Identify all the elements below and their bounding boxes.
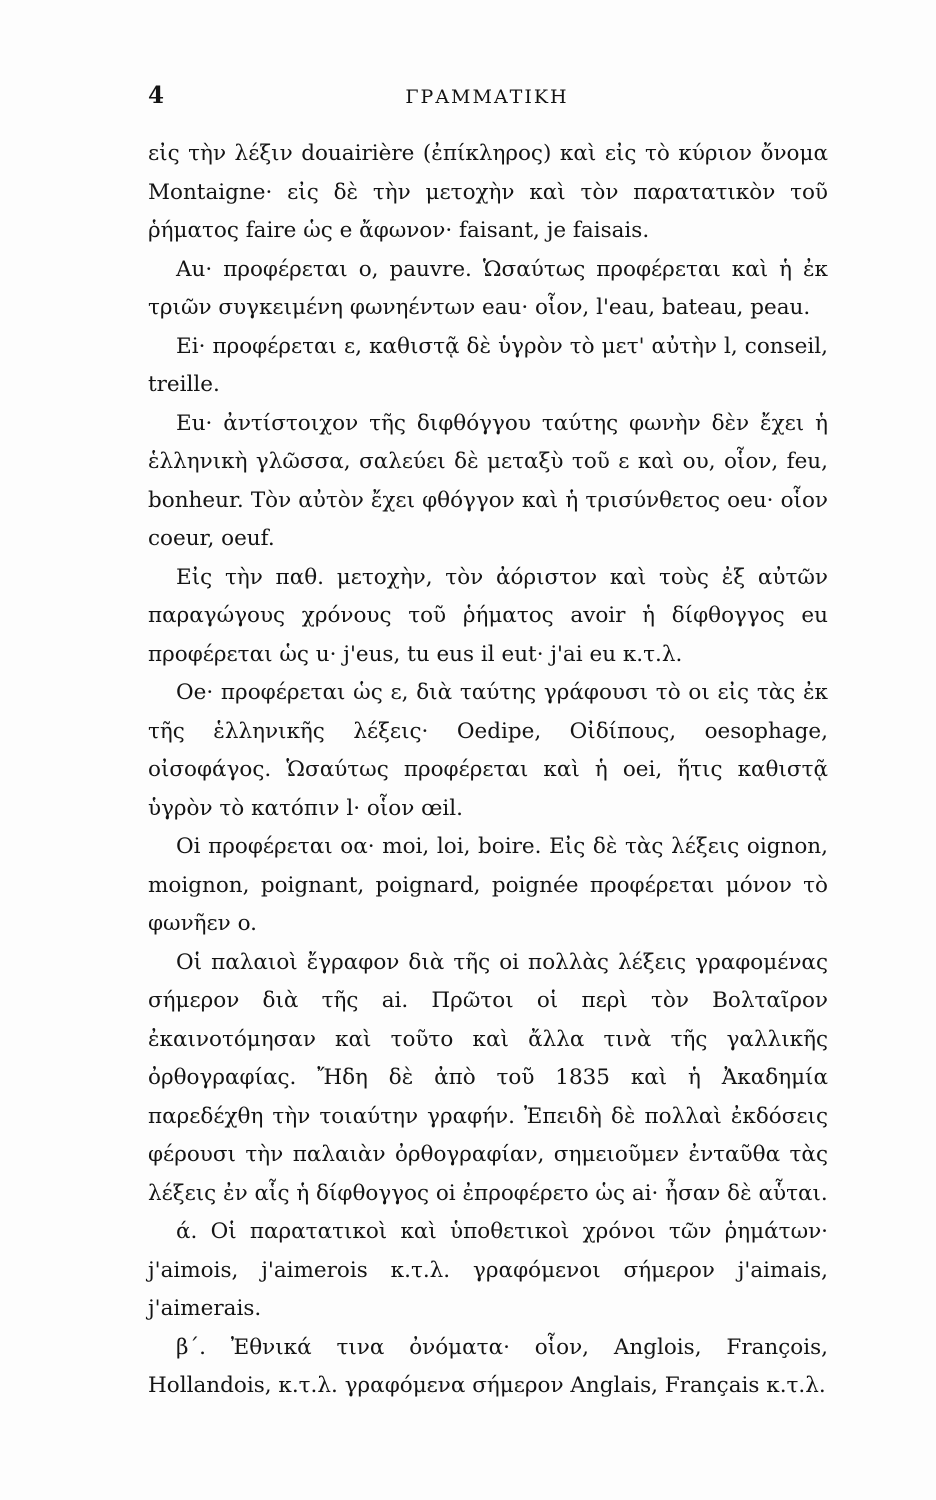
- paragraph: Οἱ παλαιοὶ ἔγραφον διὰ τῆς oi πολλὰς λέξεις γραφομένας σήμερον διὰ τῆς ai. Πρῶτοι οἱ περὶ τὸν Βολταῖρον ἐκαινοτόμησαν καὶ τοῦτο καὶ ἄλλα τινὰ τῆς γαλλικῆς ὀρθογραφίας. Ἤδη δὲ ἀπὸ τοῦ 1835 καὶ ἡ Ἀκαδημία παρεδέχθη τὴν τοιαύτην γραφήν. Ἐπειδὴ δὲ πολλαὶ ἐκδόσεις φέρουσι τὴν παλαιὰν ὀρθογραφίαν, σημειοῦμεν ἐνταῦθα τὰς λέξεις ἐν αἷς ἡ δίφθογγος oi ἐπροφέρετο ὡς ai· ἦσαν δὲ αὗται.: [148, 949, 828, 1206]
- paragraph: Au· προφέρεται o, pauvre. Ὡσαύτως προφέρεται καὶ ἡ ἐκ τριῶν συγκειμένη φωνηέντων eau· οἷον, l'eau, bateau, peau.: [148, 256, 828, 320]
- list-item: β΄. Ἐθνικά τινα ὀνόματα· οἷον, Anglois, François, Hollandois, κ.τ.λ. γραφόμενα σήμερον Anglais, Français κ.τ.λ.: [148, 1334, 828, 1398]
- list-item: ά. Οἱ παρατατικοὶ καὶ ὑποθετικοὶ χρόνοι τῶν ῥημάτων· j'aimois, j'aimerois κ.τ.λ. γραφόμενοι σήμερον j'aimais, j'aimerais.: [148, 1219, 828, 1321]
- paragraph: Oi προφέρεται οα· moi, loi, boire. Εἰς δὲ τὰς λέξεις oignon, moignon, poignant, poignard, poignée προφέρεται μόνον τὸ φωνῆεν o.: [148, 834, 828, 936]
- page-header: [148, 82, 826, 122]
- paragraph: Oe· προφέρεται ὡς ε, διὰ ταύτης γράφουσι τὸ οι εἰς τὰς ἐκ τῆς ἑλληνικῆς λέξεις· Oedipe, Οἰδίπους, oesophage, οἰσοφάγος. Ὡσαύτως προφέρεται καὶ ἡ oei, ἥτις καθιστᾷ ὑγρὸν τὸ κατόπιν l· οἷον œil.: [148, 680, 828, 821]
- paragraph: Ei· προφέρεται ε, καθιστᾷ δὲ ὑγρὸν τὸ μετ' αὐτὴν l, conseil, treille.: [148, 333, 828, 397]
- paragraph: Εἰς τὴν παθ. μετοχὴν, τὸν ἀόριστον καὶ τοὺς ἐξ αὐτῶν παραγώγους χρόνους τοῦ ῥήματος avoir ἡ δίφθογγος eu προφέρεται ὡς u· j'eus, tu eus il eut· j'ai eu κ.τ.λ.: [148, 564, 828, 667]
- body-text: [148, 135, 828, 1406]
- running-title: ΓΡΑΜΜΑΤΙΚΗ: [405, 86, 569, 108]
- paragraph: Eu· ἀντίστοιχον τῆς διφθόγγου ταύτης φωνὴν δὲν ἔχει ἡ ἑλληνικὴ γλῶσσα, σαλεύει δὲ μεταξὺ τοῦ ε καὶ ου, οἷον, feu, bonheur. Τὸν αὐτὸν ἔχει φθόγγον καὶ ἡ τρισύνθετος oeu· οἷον coeur, oeuf.: [148, 410, 828, 551]
- paragraph: εἰς τὴν λέξιν douairière (ἐπίκληρος) καὶ εἰς τὸ κύριον ὄνομα Montaigne· εἰς δὲ τὴν μετοχὴν καὶ τὸν παρατατικὸν τοῦ ῥήματος faire ὡς e ἄφωνον· faisant, je faisais.: [148, 141, 828, 243]
- page-number: 4: [148, 82, 165, 109]
